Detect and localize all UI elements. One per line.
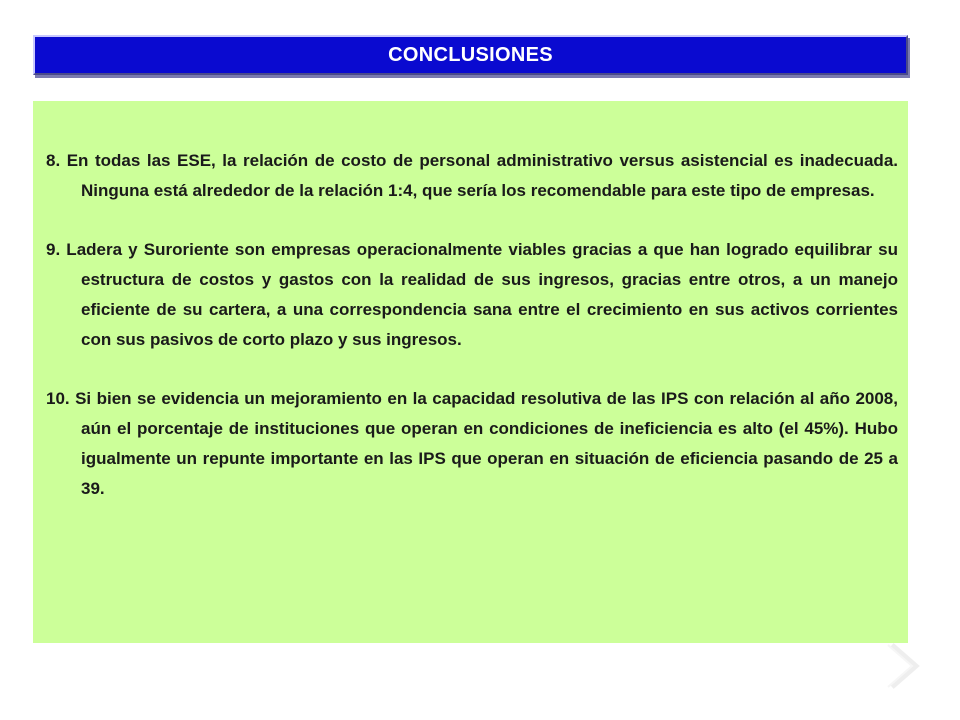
page-title: CONCLUSIONES [388,43,553,66]
conclusion-item-8: 8. En todas las ESE, la relación de costo de personal administrativo versus asistencial es inadecuada. Ninguna está alrededor de la relación 1:4, que sería los recomendable para este tipo de empresas. [46,151,898,200]
conclusion-item-9: 9. Ladera y Suroriente son empresas operacionalmente viables gracias a que han logrado equilibrar su estructura de costos y gastos con la realidad de sus ingresos, gracias entre otros, a un manejo eficiente de su cartera, a una correspondencia sana entre el crecimiento en sus activos corrientes con sus pasivos de corto plazo y sus ingresos. [46,240,898,349]
chevron-right-icon[interactable] [886,641,926,691]
conclusion-item-10: 10. Si bien se evidencia un mejoramiento en la capacidad resolutiva de las IPS con relación al año 2008, aún el porcentaje de instituciones que operan en condiciones de ineficiencia es alto (el 45%). Hubo igualmente un repunte importante en las IPS que operan en situación de eficiencia pasando de 25 a 39. [46,389,898,498]
conclusions-panel [33,101,908,643]
title-banner [33,35,908,75]
